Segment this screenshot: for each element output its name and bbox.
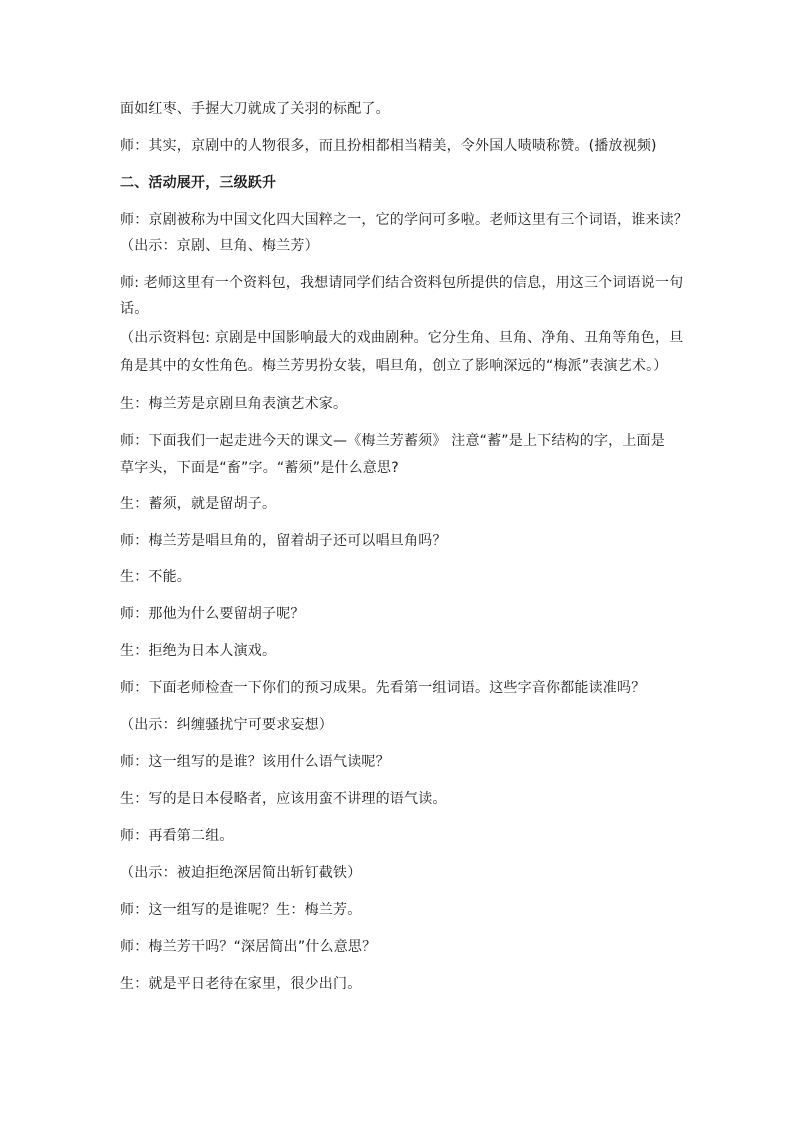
text-line: 师：下面老师检查一下你们的预习成果。先看第一组词语。这些字音你都能读准吗？ — [120, 680, 646, 696]
text-line: 面如红枣、手握大刀就成了关羽的标配了。 — [120, 101, 390, 117]
text-line: 生：就是平日老待在家里，很少出门。 — [120, 976, 362, 992]
text-line: 师：其实，京剧中的人物很多，而且扮相都相当精美，令外国人啧啧称赞。(播放视频) — [120, 138, 657, 154]
text-line: 草字头，下面是“畜”字。“蓄须”是什么意思? — [120, 460, 399, 476]
text-line: 师：这一组写的是谁呢？生：梅兰芳。 — [120, 902, 362, 918]
text-line: （出示：京剧、旦角、梅兰芳） — [120, 238, 319, 254]
text-line: 生：拒绝为日本人演戏。 — [120, 643, 277, 659]
text-line: 生：蓄须，就是留胡子。 — [120, 496, 277, 512]
text-line: 师：梅兰芳是唱旦角的，留着胡子还可以唱旦角吗？ — [120, 533, 447, 549]
text-line: （出示：纠缠骚扰宁可要求妄想） — [120, 717, 333, 733]
text-line: 师：那他为什么要留胡子呢？ — [120, 606, 305, 622]
section-heading: 二、活动展开，三级跃升 — [120, 175, 277, 191]
text-line: 师：再看第二组。 — [120, 828, 234, 844]
text-line: 师：京剧被称为中国文化四大国粹之一，它的学问可多啦。老师这里有三个词语，谁来读？ — [120, 212, 688, 228]
text-line: 角是其中的女性角色。梅兰芳男扮女装，唱旦角，创立了影响深远的“梅派”表演艺术。） — [120, 358, 668, 374]
text-line: 生：不能。 — [120, 569, 191, 585]
text-line: 师：梅兰芳干吗？“深居简出”什么意思？ — [120, 939, 377, 955]
text-line: 生：写的是日本侵略者，应该用蛮不讲理的语气读。 — [120, 791, 447, 807]
text-line: 师：这一组写的是谁？该用什么语气读呢？ — [120, 754, 390, 770]
text-line: 话。 — [120, 301, 149, 317]
text-line: 师：下面我们一起走进今天的课文—《梅兰芳蓄须》 注意“蓄”是上下结构的字，上面是 — [120, 433, 665, 449]
text-line: 生：梅兰芳是京剧旦角表演艺术家。 — [120, 396, 348, 412]
text-line: （出示：被迫拒绝深居简出斩钉截铁） — [120, 865, 362, 881]
text-line: （出示资料包: 京剧是中国影响最大的戏曲剧种。它分生角、旦角、净角、丑角等角色，旦 — [120, 330, 684, 346]
text-line: 师: 老师这里有一个资料包，我想请同学们结合资料包所提供的信息，用这三个词语说一句 — [120, 275, 684, 291]
